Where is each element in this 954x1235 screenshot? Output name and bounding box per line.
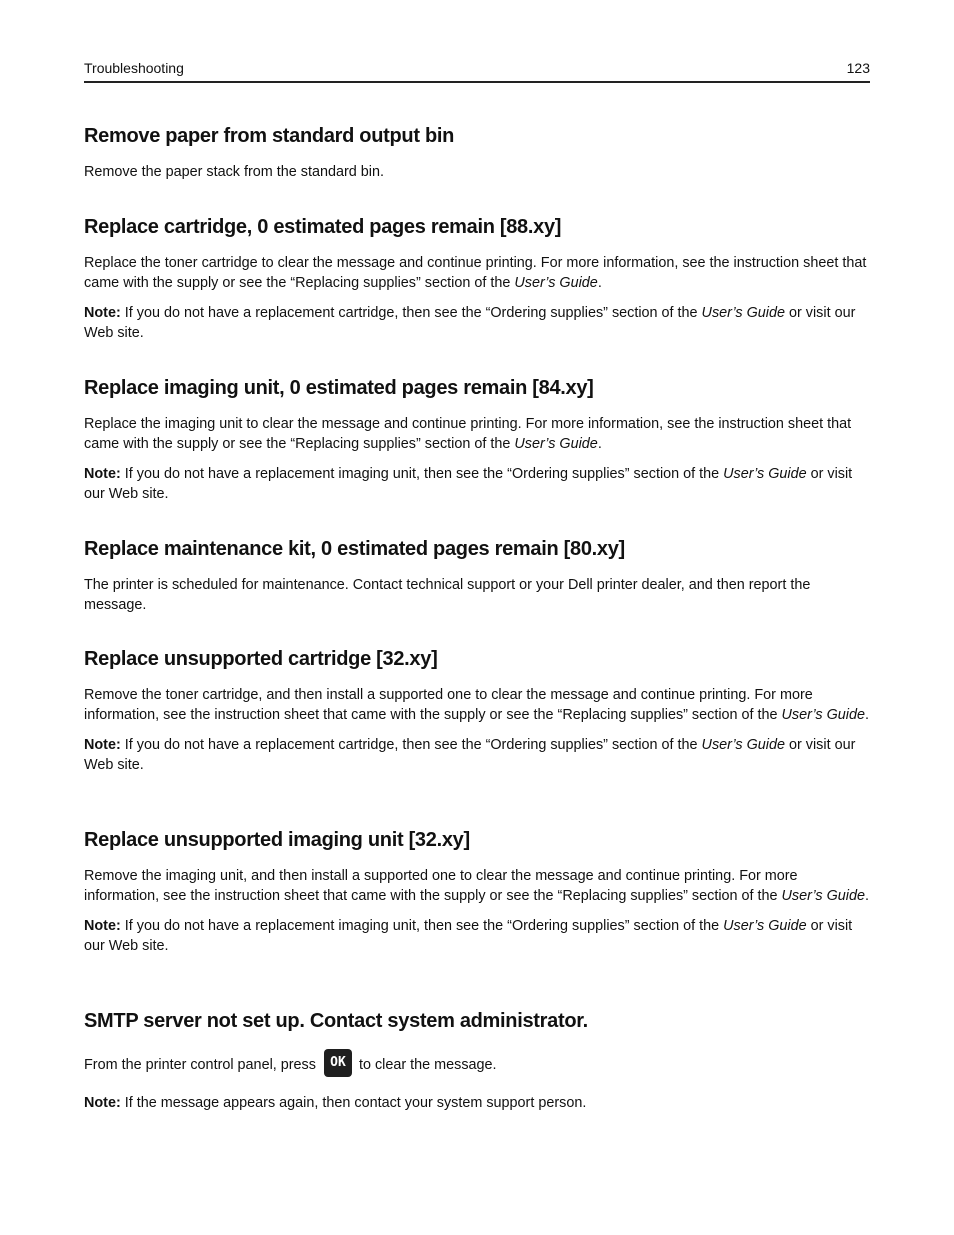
section-unsupported-imaging-unit <box>84 829 870 956</box>
section-heading: Remove paper from standard output bin <box>84 125 455 147</box>
section-note: Note: If you do not have a replacement cartridge, then see the “Ordering supplies” section of the User’s Guide or visit our Web site. <box>84 737 856 773</box>
note-label: Note: <box>84 466 121 482</box>
section-replace-cartridge <box>84 216 870 343</box>
note-label: Note: <box>84 305 121 321</box>
section-remove-paper <box>84 125 870 182</box>
section-unsupported-cartridge <box>84 648 870 775</box>
section-body: The printer is scheduled for maintenance. Contact technical support or your Dell printer dealer, and then report the message. <box>84 577 811 613</box>
section-note: Note: If the message appears again, then contact your system support person. <box>84 1095 587 1111</box>
note-label: Note: <box>84 918 121 934</box>
guide-reference: User’s Guide <box>701 305 785 321</box>
page-header <box>84 58 870 83</box>
section-note: Note: If you do not have a replacement imaging unit, then see the “Ordering supplies” section of the User’s Guide or visit our Web site. <box>84 918 853 954</box>
section-heading: Replace imaging unit, 0 estimated pages remain [84.xy] <box>84 377 594 399</box>
section-replace-maintenance-kit <box>84 538 870 615</box>
note-label: Note: <box>84 737 121 753</box>
section-note: Note: If you do not have a replacement cartridge, then see the “Ordering supplies” section of the User’s Guide or visit our Web site. <box>84 305 856 341</box>
section-body: Replace the toner cartridge to clear the message and continue printing. For more information, see the instruction sheet that came with the supply or see the “Replacing supplies” section of the User’s Guide. <box>84 255 867 291</box>
guide-reference: User’s Guide <box>723 466 807 482</box>
section-body: Remove the toner cartridge, and then install a supported one to clear the message and continue printing. For more information, see the instruction sheet that came with the supply or see the “Replacing supplies” section of the User’s Guide. <box>84 687 869 723</box>
section-replace-imaging-unit <box>84 377 870 504</box>
note-label: Note: <box>84 1095 121 1111</box>
section-note: Note: If you do not have a replacement imaging unit, then see the “Ordering supplies” section of the User’s Guide or visit our Web site. <box>84 466 853 502</box>
section-body: Remove the paper stack from the standard bin. <box>84 164 384 180</box>
section-smtp-server <box>84 1010 870 1113</box>
page-number: 123 <box>846 60 870 76</box>
section-body: Replace the imaging unit to clear the message and continue printing. For more information, see the instruction sheet that came with the supply or see the “Replacing supplies” section of the User’s Guide. <box>84 416 852 452</box>
guide-reference: User’s Guide <box>723 918 807 934</box>
section-body: Remove the imaging unit, and then install a supported one to clear the message and continue printing. For more information, see the instruction sheet that came with the supply or see the “Replacing supplies” section of the User’s Guide. <box>84 868 869 904</box>
section-body: From the printer control panel, press OK to clear the message. <box>84 1055 870 1083</box>
header-section-name: Troubleshooting <box>84 60 184 76</box>
section-heading: Replace maintenance kit, 0 estimated pages remain [80.xy] <box>84 538 625 560</box>
section-heading: Replace unsupported cartridge [32.xy] <box>84 648 438 670</box>
guide-reference: User’s Guide <box>781 888 865 904</box>
section-heading: SMTP server not set up. Contact system administrator. <box>84 1010 588 1032</box>
section-heading: Replace cartridge, 0 estimated pages remain [88.xy] <box>84 216 562 238</box>
guide-reference: User’s Guide <box>514 436 598 452</box>
guide-reference: User’s Guide <box>514 275 598 291</box>
guide-reference: User’s Guide <box>781 707 865 723</box>
section-heading: Replace unsupported imaging unit [32.xy] <box>84 829 470 851</box>
guide-reference: User’s Guide <box>701 737 785 753</box>
ok-button-icon: OK <box>324 1049 352 1077</box>
